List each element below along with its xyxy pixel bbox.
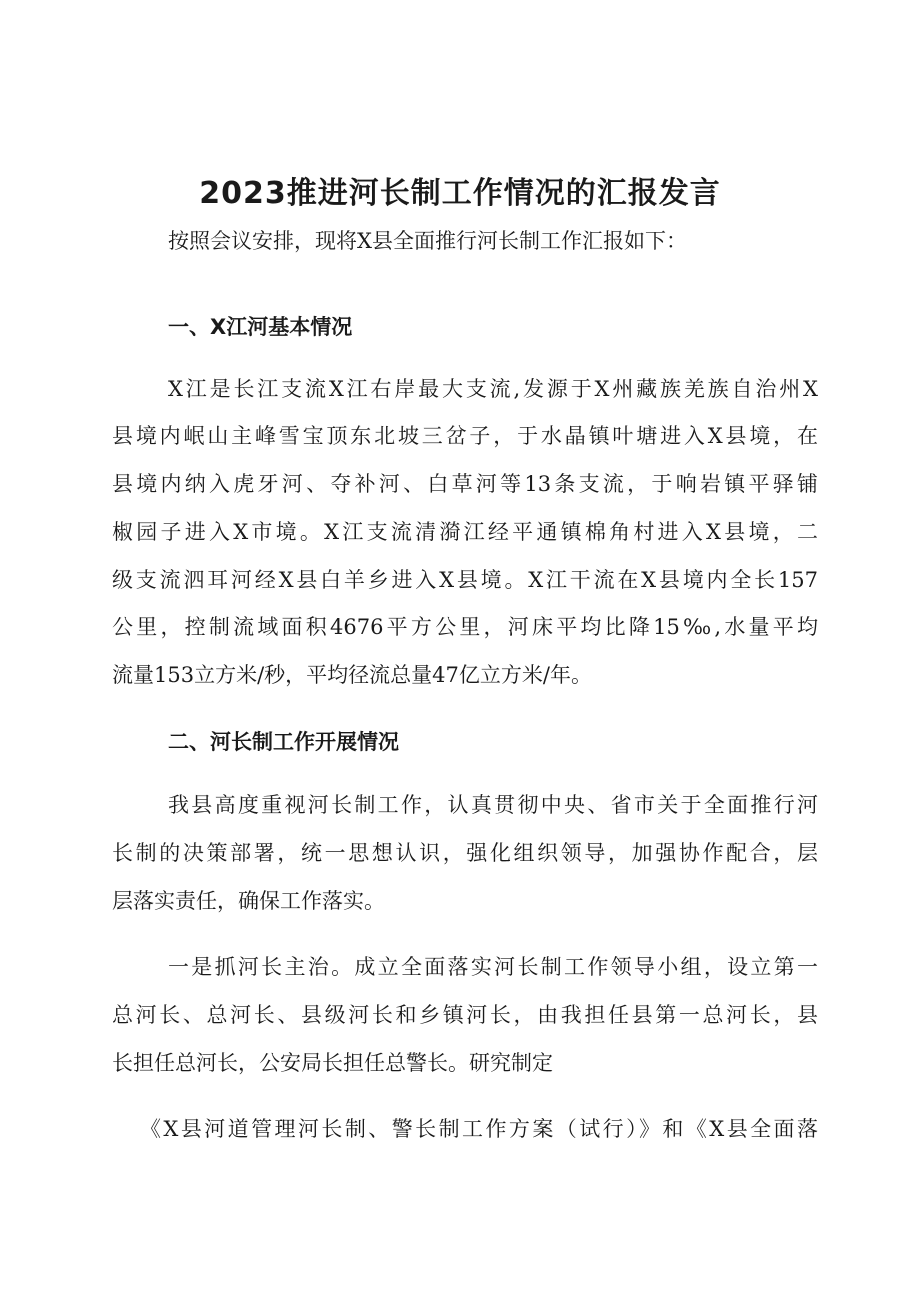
section2-para1-line-3: 层落实责任，确保工作落实。 [112,889,385,913]
section-heading-2: 二、河长制工作开展情况 [168,730,399,754]
section1-line-4: 椒园子进入X市境。X江支流清漪江经平通镇棉角村进入X县境，二 [112,520,818,544]
section1-line-5: 级支流泗耳河经X县白羊乡进入X县境。X江干流在X县境内全长157 [112,568,818,592]
section1-line-3: 县境内纳入虎牙河、夺补河、白草河等13条支流，于响岩镇平驿铺 [112,472,818,496]
section2-para3-line-1: 《X县河道管理河长制、警长制工作方案（试行）》和《X县全面落 [140,1117,818,1141]
section1-line-2: 县境内岷山主峰雪宝顶东北坡三岔子，于水晶镇叶塘进入X县境，在 [112,424,818,448]
intro-paragraph: 按照会议安排，现将X县全面推行河长制工作汇报如下： [168,229,687,253]
section2-para2-line-3: 长担任总河长，公安局长担任总警长。研究制定 [112,1051,553,1075]
section2-para1-line-1: 我县高度重视河长制工作，认真贯彻中央、省市关于全面推行河 [168,793,818,817]
section1-line-1: X江是长江支流X江右岸最大支流,发源于X州藏族羌族自治州X [168,377,818,401]
document-title: 2023推进河长制工作情况的汇报发言 [199,176,721,211]
section2-para2-line-1: 一是抓河长主治。成立全面落实河长制工作领导小组，设立第一 [168,955,818,979]
section1-line-6: 公里，控制流域面积4676平方公里，河床平均比降15‰,水量平均 [112,615,818,639]
section-heading-1: 一、X江河基本情况 [168,315,353,339]
section2-para1-line-2: 长制的决策部署，统一思想认识，强化组织领导，加强协作配合，层 [112,841,818,865]
section1-line-7: 流量153立方米/秒，平均径流总量47亿立方米/年。 [112,663,592,687]
section2-para2-line-2: 总河长、总河长、县级河长和乡镇河长，由我担任县第一总河长，县 [112,1003,818,1027]
